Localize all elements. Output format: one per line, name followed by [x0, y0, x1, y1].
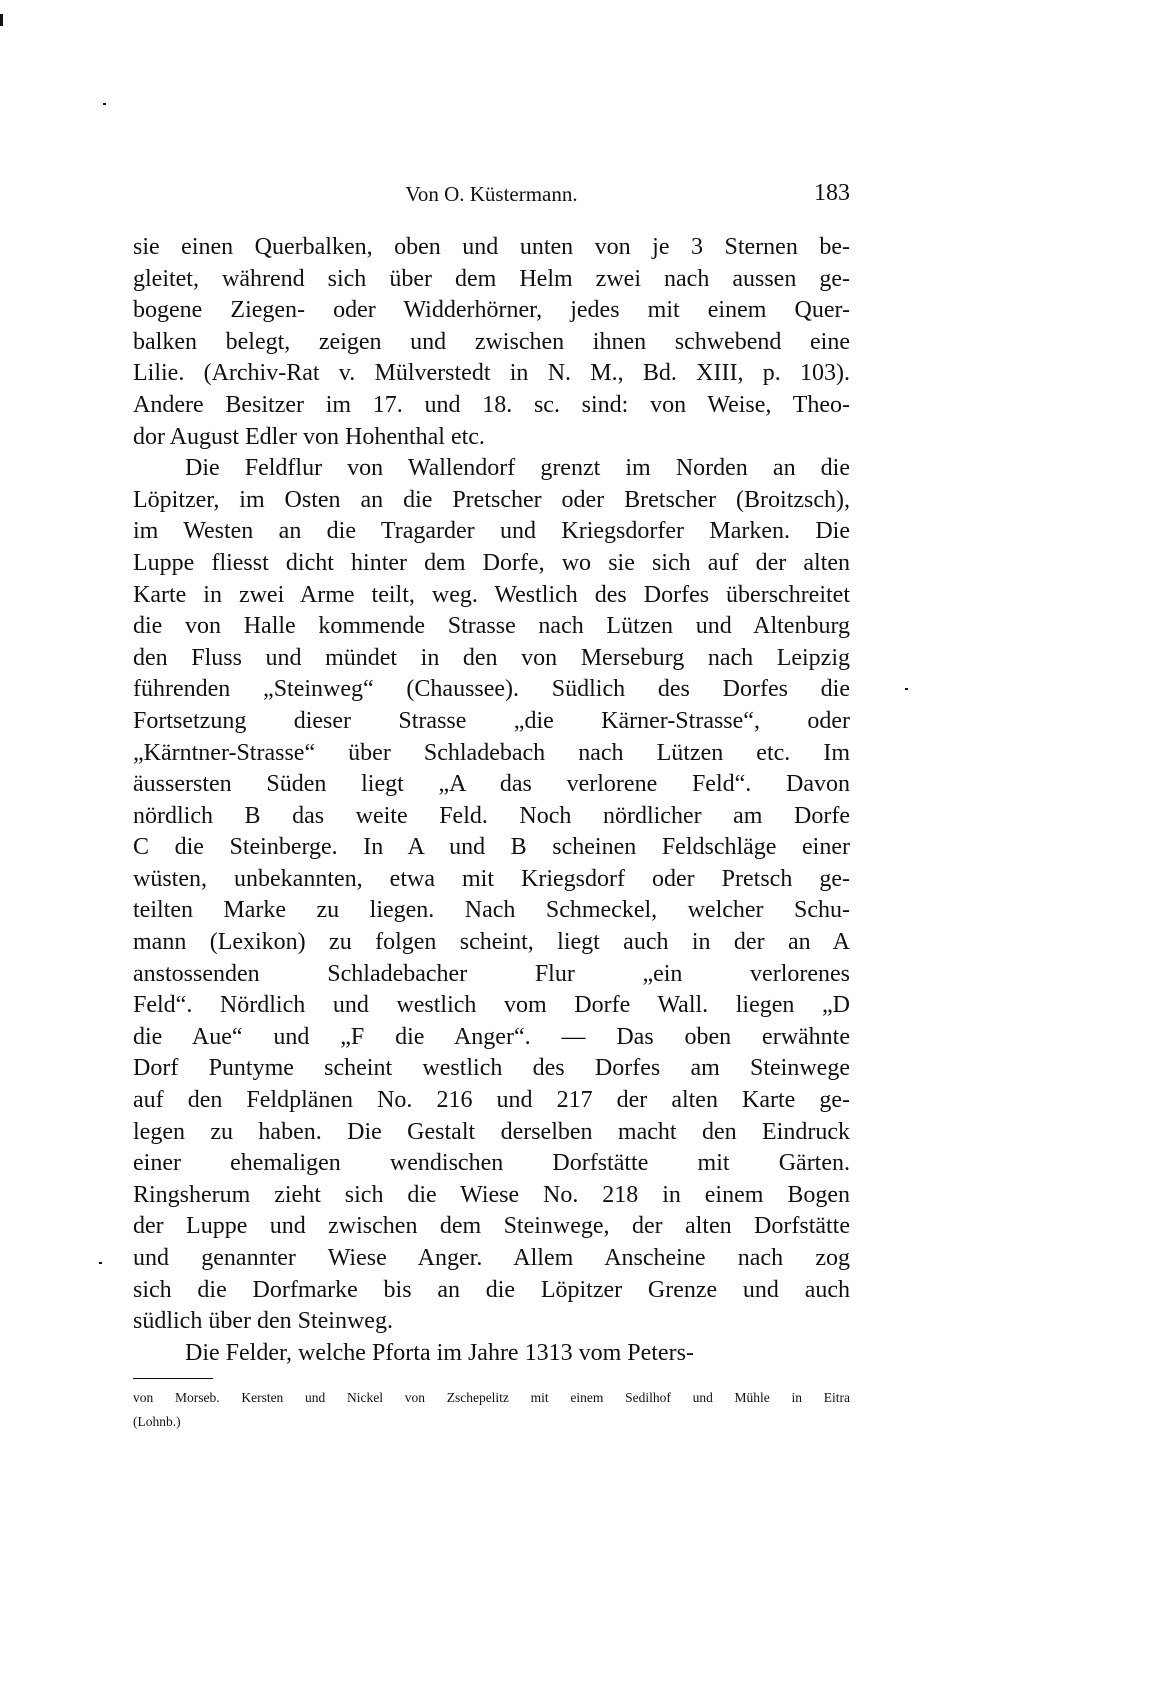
text-line: Lilie. (Archiv-Rat v. Mülverstedt in N. M., Bd. XIII, p. 103). — [133, 360, 850, 387]
text-line: die Aue“ und „F die Anger“. — Das oben erwähnte — [133, 1023, 850, 1050]
text-line: einer ehemaligen wendischen Dorfstätte mit Gärten. — [133, 1150, 850, 1177]
text-line: und genannter Wiese Anger. Allem Anscheine nach zog — [133, 1245, 850, 1271]
text-line: Feld“. Nördlich und westlich vom Dorfe Wall. liegen „D — [133, 992, 850, 1019]
text-line: sie einen Querbalken, oben und unten von je 3 Sternen be- — [133, 234, 850, 260]
text-line: der Luppe und zwischen dem Steinwege, der alten Dorfstätte — [133, 1213, 850, 1240]
footnote-line: von Morseb. Kersten und Nickel von Zschepelitz mit einem Sedilhof und Mühle in Eitra — [133, 1390, 850, 1405]
text-line: Ringsherum zieht sich die Wiese No. 218 in einem Bogen — [133, 1181, 850, 1208]
text-line: im Westen an die Tragarder und Kriegsdorfer Marken. Die — [133, 518, 850, 545]
text-line: dor August Edler von Hohenthal etc. — [133, 423, 485, 450]
scan-speck — [905, 688, 908, 690]
text-line: Die Felder, welche Pforta im Jahre 1313 vom Peters- — [185, 1339, 694, 1366]
text-line: nördlich B das weite Feld. Noch nördlicher am Dorfe — [133, 802, 850, 829]
footnote — [133, 1386, 850, 1434]
text-line: mann (Lexikon) zu folgen scheint, liegt auch in der an A — [133, 929, 850, 956]
page-number: 183 — [814, 180, 850, 206]
text-line: Löpitzer, im Osten an die Pretscher oder Bretscher (Broitzsch), — [133, 486, 850, 513]
footnote-rule — [133, 1378, 213, 1379]
text-line: Die Feldflur von Wallendorf grenzt im Norden an die — [185, 455, 850, 482]
scan-mark — [0, 14, 3, 26]
text-line: „Kärntner-Strasse“ über Schladebach nach Lützen etc. Im — [133, 739, 850, 766]
text-line: anstossenden Schladebacher Flur „ein verlorenes — [133, 960, 850, 987]
text-line: legen zu haben. Die Gestalt derselben macht den Eindruck — [133, 1118, 850, 1145]
text-line: Luppe fliesst dicht hinter dem Dorfe, wo sie sich auf der alten — [133, 549, 850, 576]
text-line: Karte in zwei Arme teilt, weg. Westlich des Dorfes überschreitet — [133, 581, 850, 608]
text-line: sich die Dorfmarke bis an die Löpitzer Grenze und auch — [133, 1276, 850, 1303]
text-line: südlich über den Steinweg. — [133, 1308, 393, 1335]
body-text — [133, 232, 850, 1369]
text-line: auf den Feldplänen No. 216 und 217 der alten Karte ge- — [133, 1087, 850, 1114]
text-line: bogene Ziegen- oder Widderhörner, jedes mit einem Quer- — [133, 297, 850, 324]
text-line: äussersten Süden liegt „A das verlorene Feld“. Davon — [133, 771, 850, 798]
text-line: führenden „Steinweg“ (Chaussee). Südlich des Dorfes die — [133, 676, 850, 703]
text-line: die von Halle kommende Strasse nach Lützen und Altenburg — [133, 613, 850, 640]
footnote-line: (Lohnb.) — [133, 1414, 181, 1429]
running-title: Von O. Küstermann. — [405, 182, 578, 206]
text-line: balken belegt, zeigen und zwischen ihnen schwebend eine — [133, 328, 850, 355]
text-line: Andere Besitzer im 17. und 18. sc. sind: von Weise, Theo- — [133, 391, 850, 418]
text-line: den Fluss und mündet in den von Merseburg nach Leipzig — [133, 644, 850, 671]
text-line: wüsten, unbekannten, etwa mit Kriegsdorf oder Pretsch ge- — [133, 865, 850, 892]
scan-speck — [99, 1262, 102, 1264]
page-header — [133, 180, 850, 210]
text-line: Fortsetzung dieser Strasse „die Kärner-Strasse“, oder — [133, 707, 850, 734]
text-line: Dorf Puntyme scheint westlich des Dorfes am Steinwege — [133, 1055, 850, 1082]
scan-speck — [103, 103, 106, 105]
text-line: gleitet, während sich über dem Helm zwei nach aussen ge- — [133, 265, 850, 292]
text-line: teilten Marke zu liegen. Nach Schmeckel, welcher Schu- — [133, 897, 850, 924]
text-line: C die Steinberge. In A und B scheinen Feldschläge einer — [133, 834, 850, 861]
